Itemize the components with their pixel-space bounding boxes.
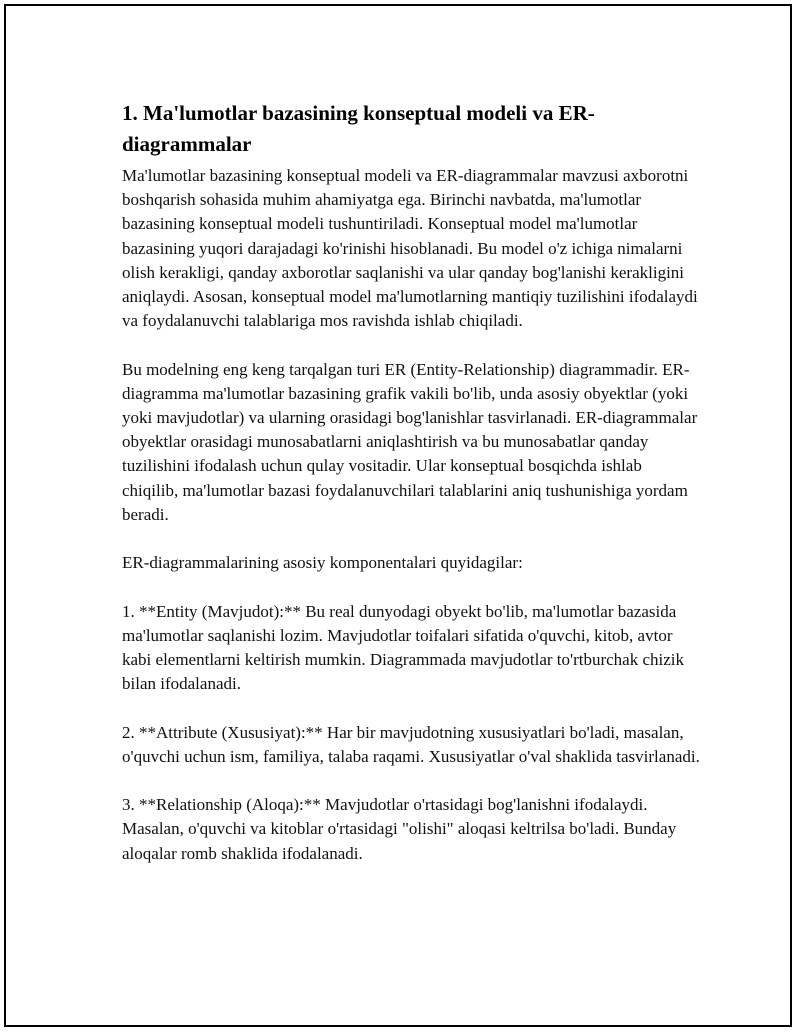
document-body (122, 98, 702, 866)
paragraph-components-intro: ER-diagrammalarining asosiy komponentalari quyidagilar: (122, 553, 523, 573)
paragraph-relationship: 3. **Relationship (Aloqa):** Mavjudotlar o'rtasidagi bog'lanishni ifodalaydi. Masalan, o'quvchi va kitoblar o'rtasidagi "olishi" aloqasi keltrilsa bo'ladi. Bunday aloqalar romb shaklida ifodalanadi. (122, 795, 677, 863)
paragraph-intro: Ma'lumotlar bazasining konseptual modeli va ER-diagrammalar mavzusi axborotni boshqarish sohasida muhim ahamiyatga ega. Birinchi navbatda, ma'lumotlar bazasining konseptual modeli tushuntiriladi. Konseptual model ma'lumotlar bazasining yuqori darajadagi ko'rinishi hisoblanadi. Bu model o'z ichiga nimalarni olish kerakligi, qanday axborotlar saqlanishi va ular qanday bog'lanishi kerakligini aniqlaydi. Asosan, konseptual model ma'lumotlarning mantiqiy tuzilishini ifodalaydi va foydalanuvchi talablariga mos ravishda ishlab chiqiladi. (122, 166, 698, 331)
page-frame (4, 4, 792, 1027)
paragraph-er-diagram: Bu modelning eng keng tarqalgan turi ER (Entity-Relationship) diagrammadir. ER-diagramma ma'lumotlar bazasining grafik vakili bo'lib, unda asosiy obyektlar (yoki yoki mavjudotlar) va ularning orasidagi bog'lanishlar tasvirlanadi. ER-diagrammalar obyektlar orasidagi munosabatlarni aniqlashtirish va bu munosabatlar qanday tuzilishini ifodalash uchun qulay vositadir. Ular konseptual bosqichda ishlab chiqilib, ma'lumotlar bazasi foydalanuvchilari talablarini aniq tushunishiga yordam beradi. (122, 359, 698, 524)
paragraph-entity: 1. **Entity (Mavjudot):** Bu real dunyodagi obyekt bo'lib, ma'lumotlar bazasida ma'lumotlar saqlanishi lozim. Mavjudotlar toifalari sifatida o'quvchi, kitob, avtor kabi elementlarni keltirish mumkin. Diagrammada mavjudotlar to'rtburchak chizik bilan ifodalanadi. (122, 601, 685, 694)
section-heading: 1. Ma'lumotlar bazasining konseptual modeli va ER-diagrammalar (122, 101, 595, 156)
paragraph-attribute: 2. **Attribute (Xususiyat):** Har bir mavjudotning xususiyatlari bo'ladi, masalan, o'quvchi uchun ism, familiya, talaba raqami. Xususiyatlar o'val shaklida tasvirlanadi. (122, 722, 700, 766)
